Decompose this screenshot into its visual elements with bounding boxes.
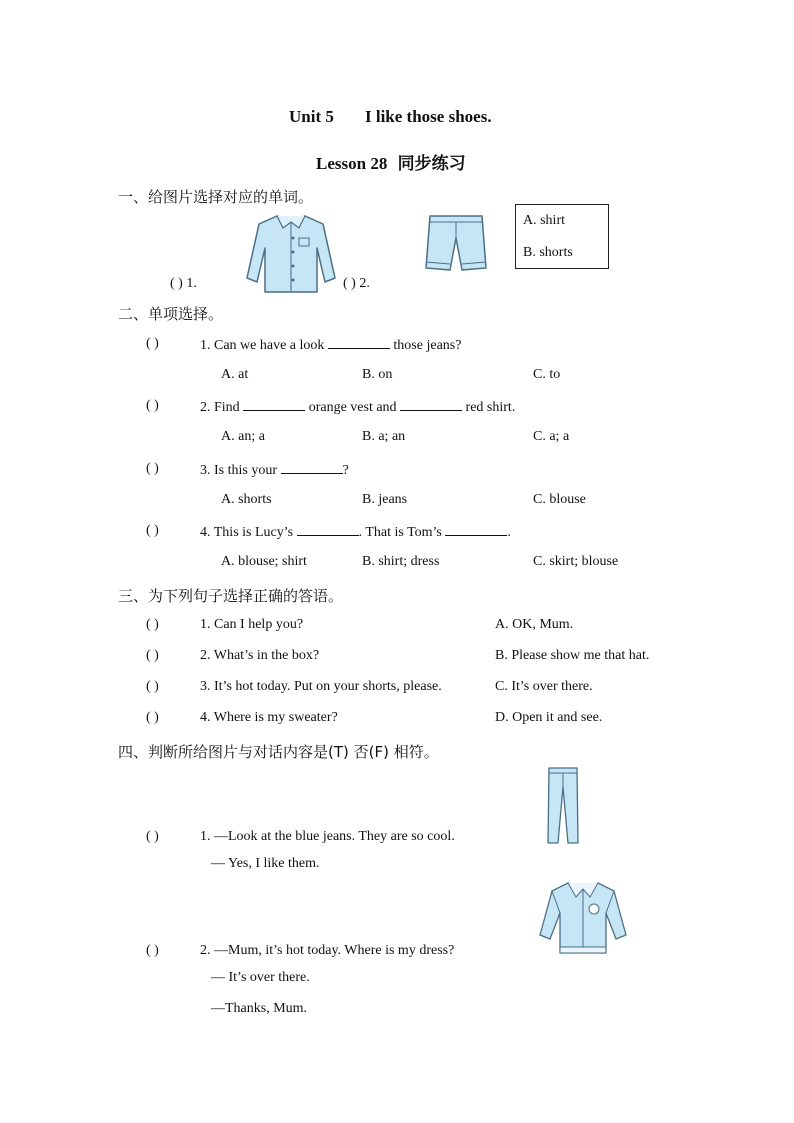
part3-q4-paren[interactable]: ( ): [146, 710, 159, 725]
part3-heading: 三、为下列句子选择正确的答语。: [118, 587, 344, 605]
answer-blank[interactable]: [281, 461, 343, 474]
answer-blank[interactable]: [328, 336, 390, 349]
answer-blank[interactable]: [400, 398, 462, 411]
part2-q1-paren[interactable]: ( ): [146, 336, 159, 351]
part2-q3-text: 3. Is this your ?: [200, 463, 349, 478]
part2-q4-text: 4. This is Lucy’s . That is Tom’s .: [200, 525, 511, 540]
part4-q1-line1: 1. —Look at the blue jeans. They are so cool.: [200, 829, 455, 844]
part2-q1-opt-b: B. on: [362, 367, 393, 382]
part2-q1-text: 1. Can we have a look those jeans?: [200, 338, 462, 353]
part2-q3-opt-a: A. shorts: [221, 492, 272, 507]
part3-answer-d: D. Open it and see.: [495, 710, 603, 725]
lesson-number: Lesson 28: [316, 154, 388, 173]
part4-heading: 四、判断所给图片与对话内容是(T) 否(F) 相符。: [118, 743, 439, 761]
part2-q2-opt-a: A. an; a: [221, 429, 265, 444]
unit-label: Unit 5: [289, 107, 334, 126]
lesson-subtitle: 同步练习: [397, 154, 466, 174]
part2-q4-paren[interactable]: ( ): [146, 523, 159, 538]
part4-q2-paren[interactable]: ( ): [146, 943, 159, 958]
part3-answer-c: C. It’s over there.: [495, 679, 593, 694]
part2-q1-opt-c: C. to: [533, 367, 561, 382]
jeans-icon: [546, 765, 580, 845]
answer-blank[interactable]: [445, 523, 507, 536]
part2-heading: 二、单项选择。: [118, 305, 224, 323]
part4-q1-paren[interactable]: ( ): [146, 829, 159, 844]
part3-q1-paren[interactable]: ( ): [146, 617, 159, 632]
part2-q2-opt-c: C. a; a: [533, 429, 570, 444]
page-title: I like those shoes.: [365, 107, 492, 126]
part4-q2-line1: 2. —Mum, it’s hot today. Where is my dress?: [200, 943, 455, 958]
shirt-icon: [243, 212, 339, 294]
part2-q2-text: 2. Find orange vest and red shirt.: [200, 400, 516, 415]
part3-q3-text: 3. It’s hot today. Put on your shorts, please.: [200, 679, 442, 694]
word-option-b: B. shorts: [523, 245, 573, 260]
jacket-icon: [538, 879, 628, 959]
shorts-icon: [422, 212, 490, 274]
part2-q4-opt-c: C. skirt; blouse: [533, 554, 619, 569]
part4-q2-line3: —Thanks, Mum.: [211, 1001, 308, 1016]
part2-q4-opt-a: A. blouse; shirt: [221, 554, 307, 569]
lesson-label: [316, 149, 466, 174]
part1-item2[interactable]: ( ) 2.: [343, 276, 370, 291]
part3-q2-paren[interactable]: ( ): [146, 648, 159, 663]
part3-q2-text: 2. What’s in the box?: [200, 648, 320, 663]
part3-q3-paren[interactable]: ( ): [146, 679, 159, 694]
part2-q4-opt-b: B. shirt; dress: [362, 554, 440, 569]
part2-q3-opt-b: B. jeans: [362, 492, 408, 507]
part2-q2-paren[interactable]: ( ): [146, 398, 159, 413]
part1-item1[interactable]: ( ) 1.: [170, 276, 197, 291]
part4-q1-line2: — Yes, I like them.: [211, 856, 320, 871]
part2-q1-opt-a: A. at: [221, 367, 249, 382]
word-option-a: A. shirt: [523, 213, 565, 228]
part3-answer-a: A. OK, Mum.: [495, 617, 574, 632]
part3-q1-text: 1. Can I help you?: [200, 617, 304, 632]
part3-answer-b: B. Please show me that hat.: [495, 648, 650, 663]
part2-q3-opt-c: C. blouse: [533, 492, 586, 507]
part1-heading: 一、给图片选择对应的单词。: [118, 188, 314, 206]
answer-blank[interactable]: [297, 523, 359, 536]
part2-q2-opt-b: B. a; an: [362, 429, 406, 444]
part3-q4-text: 4. Where is my sweater?: [200, 710, 338, 725]
part2-q3-paren[interactable]: ( ): [146, 461, 159, 476]
part4-q2-line2: — It’s over there.: [211, 970, 310, 985]
answer-blank[interactable]: [243, 398, 305, 411]
